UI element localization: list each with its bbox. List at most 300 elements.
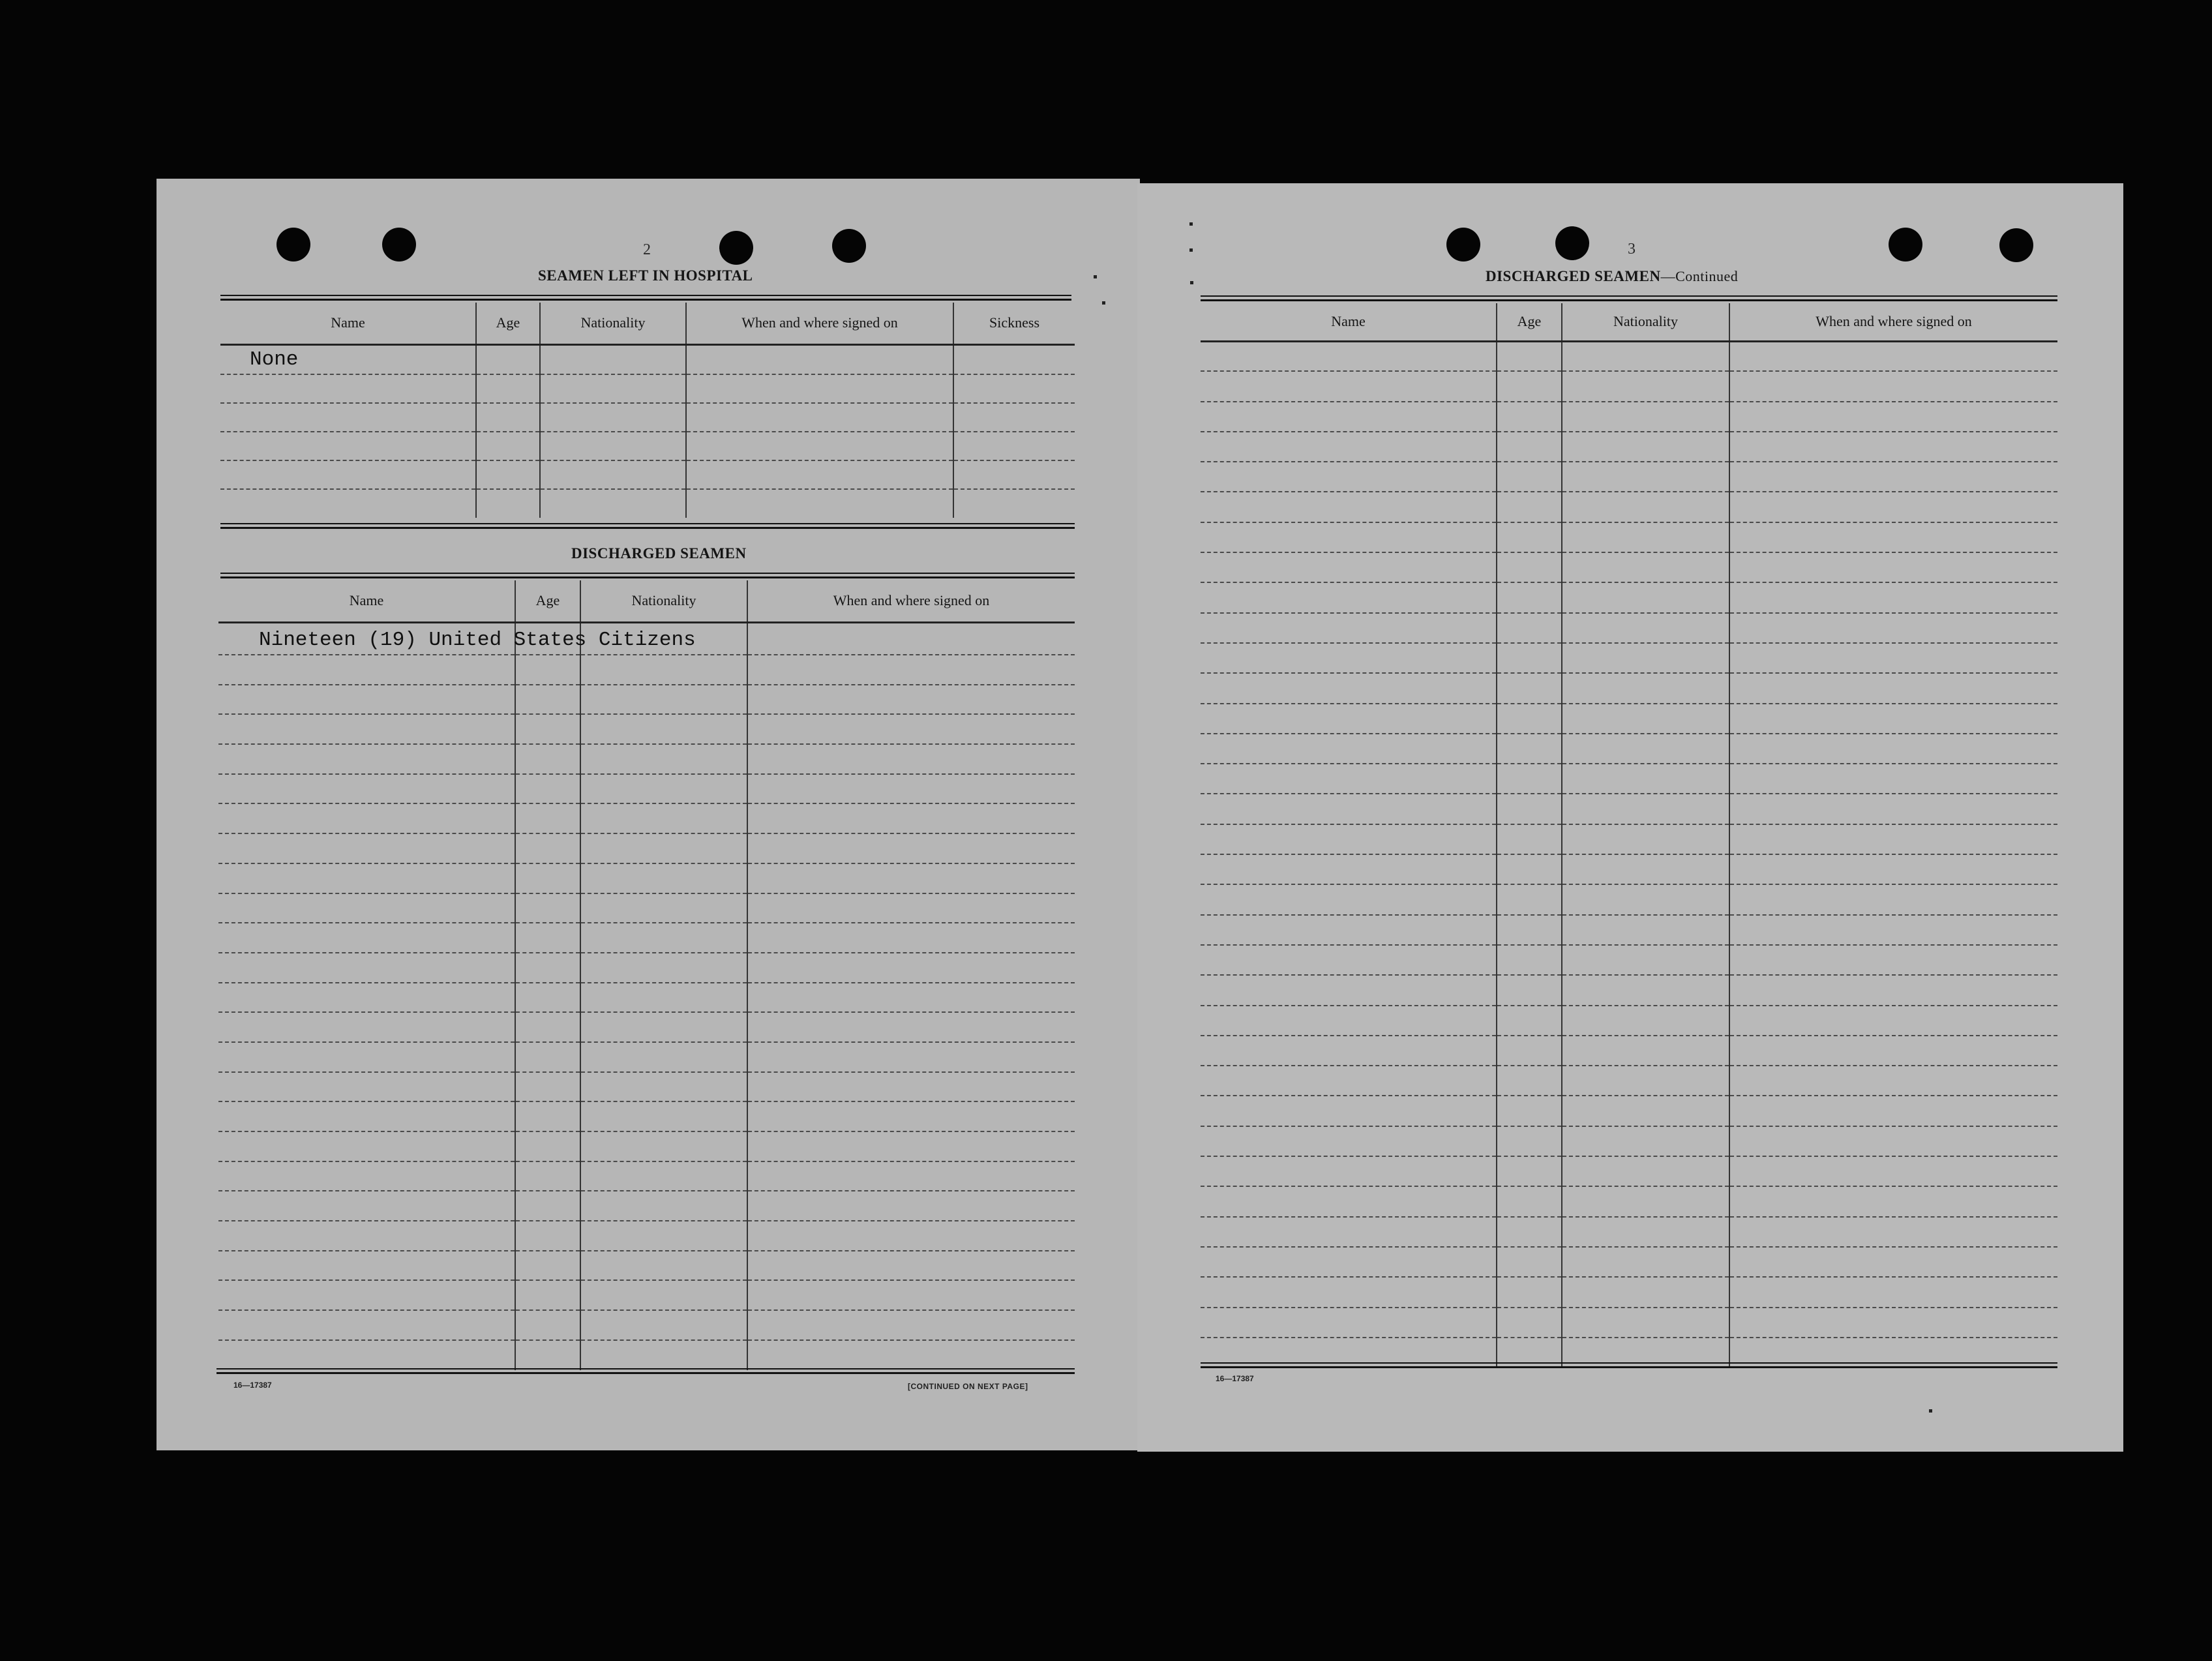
cell bbox=[1201, 854, 1497, 884]
cell bbox=[220, 403, 476, 432]
table-row bbox=[1201, 945, 2057, 975]
page-number: 3 bbox=[1628, 241, 1636, 258]
cell bbox=[1497, 371, 1562, 401]
table-row bbox=[1201, 341, 2057, 371]
cell bbox=[1201, 1156, 1497, 1186]
table-row bbox=[1201, 824, 2057, 854]
column-header: Nationality bbox=[1562, 303, 1729, 341]
cell bbox=[1729, 704, 2057, 734]
cell bbox=[1729, 341, 2057, 371]
hospital-bottom-rule bbox=[220, 523, 1075, 529]
cell bbox=[1729, 794, 2057, 824]
cell bbox=[1562, 673, 1729, 703]
table-row bbox=[218, 1251, 1075, 1281]
cell bbox=[747, 1042, 1075, 1072]
table-row bbox=[1201, 1006, 2057, 1036]
table-row bbox=[218, 1101, 1075, 1131]
speck bbox=[1189, 222, 1193, 226]
table-row bbox=[220, 344, 1075, 374]
cell bbox=[1562, 432, 1729, 462]
cell bbox=[1562, 1186, 1729, 1216]
cell bbox=[1497, 794, 1562, 824]
cell bbox=[1729, 945, 2057, 975]
cell bbox=[580, 714, 747, 744]
cell bbox=[1562, 552, 1729, 582]
cell bbox=[515, 1072, 580, 1102]
cell bbox=[218, 744, 515, 774]
cell bbox=[1201, 643, 1497, 673]
cell bbox=[580, 1072, 747, 1102]
cell bbox=[218, 685, 515, 715]
column-header: Name bbox=[1201, 303, 1497, 341]
cell bbox=[1729, 462, 2057, 492]
cell bbox=[1201, 794, 1497, 824]
cell bbox=[515, 1280, 580, 1310]
cell bbox=[747, 1251, 1075, 1281]
cell bbox=[1201, 492, 1497, 522]
cell bbox=[218, 1310, 515, 1340]
cell bbox=[218, 953, 515, 983]
cell bbox=[1729, 915, 2057, 945]
table-row bbox=[218, 1221, 1075, 1251]
cell bbox=[515, 833, 580, 863]
cell bbox=[1562, 522, 1729, 552]
cell bbox=[1201, 1066, 1497, 1096]
table-row bbox=[1201, 432, 2057, 462]
cell bbox=[1562, 1096, 1729, 1126]
table-row bbox=[1201, 1126, 2057, 1156]
cell bbox=[218, 655, 515, 685]
cell bbox=[218, 983, 515, 1013]
cell bbox=[580, 803, 747, 833]
table-row bbox=[1201, 673, 2057, 703]
cell bbox=[580, 1131, 747, 1161]
cell bbox=[1201, 1126, 1497, 1156]
cell bbox=[1729, 824, 2057, 854]
cell bbox=[1729, 673, 2057, 703]
cell bbox=[1562, 884, 1729, 914]
table-row bbox=[218, 714, 1075, 744]
cell bbox=[1201, 704, 1497, 734]
cell bbox=[515, 774, 580, 804]
cell bbox=[1562, 341, 1729, 371]
form-code: 16—17387 bbox=[233, 1381, 272, 1390]
cell bbox=[1729, 1308, 2057, 1338]
punch-hole bbox=[1555, 226, 1589, 260]
cell bbox=[580, 1340, 747, 1370]
cell bbox=[515, 983, 580, 1013]
cell bbox=[747, 1012, 1075, 1042]
cell bbox=[218, 923, 515, 953]
cell bbox=[1201, 613, 1497, 643]
punch-hole bbox=[382, 228, 416, 262]
cell bbox=[1729, 1066, 2057, 1096]
cell bbox=[1201, 1036, 1497, 1066]
cell bbox=[580, 1280, 747, 1310]
column-header: Nationality bbox=[540, 303, 686, 344]
cell bbox=[1201, 673, 1497, 703]
cell bbox=[1729, 854, 2057, 884]
cell bbox=[580, 1161, 747, 1191]
cell bbox=[1201, 824, 1497, 854]
cell bbox=[218, 863, 515, 893]
cell bbox=[1497, 613, 1562, 643]
discharged-bottom-rule bbox=[217, 1368, 1075, 1374]
hospital-section-title: SEAMEN LEFT IN HOSPITAL bbox=[538, 267, 753, 284]
cell bbox=[686, 432, 953, 460]
cell bbox=[1562, 945, 1729, 975]
cell bbox=[580, 953, 747, 983]
table-row bbox=[220, 403, 1075, 432]
table-row bbox=[218, 893, 1075, 923]
cell bbox=[747, 983, 1075, 1013]
cell bbox=[1729, 1096, 2057, 1126]
cell bbox=[580, 1191, 747, 1221]
cell bbox=[1201, 1186, 1497, 1216]
left-page bbox=[157, 179, 1140, 1450]
cell bbox=[1201, 945, 1497, 975]
cell bbox=[218, 714, 515, 744]
name-cell bbox=[220, 344, 476, 374]
cell bbox=[218, 1340, 515, 1370]
discharged-title-rule bbox=[220, 573, 1075, 578]
table-row bbox=[1201, 734, 2057, 764]
cell bbox=[686, 460, 953, 489]
speck bbox=[1190, 281, 1193, 284]
cell bbox=[1497, 1036, 1562, 1066]
cell bbox=[1729, 1126, 2057, 1156]
cell bbox=[747, 833, 1075, 863]
cell bbox=[1201, 522, 1497, 552]
table-row bbox=[220, 432, 1075, 460]
cell bbox=[1497, 764, 1562, 794]
cell bbox=[1497, 402, 1562, 432]
table-row bbox=[218, 774, 1075, 804]
cell bbox=[1497, 1217, 1562, 1247]
cell bbox=[1562, 613, 1729, 643]
cell bbox=[1729, 975, 2057, 1005]
cell bbox=[1562, 462, 1729, 492]
punch-hole bbox=[719, 231, 753, 265]
cell bbox=[1201, 371, 1497, 401]
table-row bbox=[218, 1161, 1075, 1191]
table-row bbox=[1201, 794, 2057, 824]
continued-note: [CONTINUED ON NEXT PAGE] bbox=[908, 1382, 1028, 1391]
cell bbox=[515, 1251, 580, 1281]
cell bbox=[747, 622, 1075, 655]
cell bbox=[476, 460, 540, 489]
hospital-table bbox=[220, 303, 1075, 518]
column-header: Name bbox=[220, 303, 476, 344]
cell bbox=[580, 863, 747, 893]
typed-entry: None bbox=[250, 348, 299, 371]
cell bbox=[540, 489, 686, 518]
cell bbox=[686, 489, 953, 518]
table-row bbox=[220, 489, 1075, 518]
cell bbox=[580, 655, 747, 685]
cell bbox=[953, 374, 1075, 403]
cell bbox=[218, 1042, 515, 1072]
cell bbox=[1562, 704, 1729, 734]
table-row bbox=[218, 1131, 1075, 1161]
table-row bbox=[1201, 552, 2057, 582]
cell bbox=[953, 489, 1075, 518]
cell bbox=[515, 1012, 580, 1042]
cell bbox=[1497, 492, 1562, 522]
cell bbox=[747, 803, 1075, 833]
punch-hole bbox=[1999, 228, 2033, 262]
cell bbox=[747, 1072, 1075, 1102]
cell bbox=[747, 714, 1075, 744]
cell bbox=[1562, 1308, 1729, 1338]
cell bbox=[1201, 432, 1497, 462]
cell bbox=[1562, 1156, 1729, 1186]
cell bbox=[218, 1012, 515, 1042]
cell bbox=[515, 1042, 580, 1072]
typed-entry: Nineteen (19) United States Citizens bbox=[259, 629, 696, 651]
column-header: Nationality bbox=[580, 580, 747, 622]
cell bbox=[540, 460, 686, 489]
discharged-continued-table bbox=[1201, 303, 2057, 1368]
cell bbox=[747, 1191, 1075, 1221]
cell bbox=[1729, 1277, 2057, 1307]
cell bbox=[476, 403, 540, 432]
cell bbox=[580, 685, 747, 715]
column-header: Age bbox=[476, 303, 540, 344]
cell bbox=[218, 774, 515, 804]
table-row bbox=[218, 1280, 1075, 1310]
cell bbox=[1201, 341, 1497, 371]
cell bbox=[1201, 975, 1497, 1005]
cell bbox=[747, 1131, 1075, 1161]
cell bbox=[1562, 1036, 1729, 1066]
table-row bbox=[1201, 1156, 2057, 1186]
cell bbox=[1729, 734, 2057, 764]
cell bbox=[1562, 854, 1729, 884]
cell bbox=[1497, 884, 1562, 914]
punch-hole bbox=[1446, 228, 1480, 262]
cell bbox=[1497, 734, 1562, 764]
cell bbox=[515, 714, 580, 744]
table-row bbox=[1201, 884, 2057, 914]
cell bbox=[580, 923, 747, 953]
table-row bbox=[1201, 764, 2057, 794]
table-row bbox=[220, 460, 1075, 489]
cell bbox=[1497, 462, 1562, 492]
table-row bbox=[1201, 915, 2057, 945]
cell bbox=[218, 833, 515, 863]
cell bbox=[1729, 1036, 2057, 1066]
cell bbox=[1201, 1308, 1497, 1338]
form-code: 16—17387 bbox=[1216, 1374, 1254, 1383]
table-row bbox=[218, 1191, 1075, 1221]
table-row bbox=[218, 1012, 1075, 1042]
cell bbox=[1497, 643, 1562, 673]
cell bbox=[1497, 1156, 1562, 1186]
cell bbox=[1201, 764, 1497, 794]
table-row bbox=[1201, 704, 2057, 734]
cell bbox=[1562, 764, 1729, 794]
cell bbox=[1562, 915, 1729, 945]
cell bbox=[1497, 1277, 1562, 1307]
cell bbox=[1562, 975, 1729, 1005]
cell bbox=[218, 893, 515, 923]
cell bbox=[515, 863, 580, 893]
discharged-table bbox=[218, 580, 1075, 1370]
speck bbox=[1094, 275, 1097, 278]
cell bbox=[1729, 371, 2057, 401]
punch-hole bbox=[832, 229, 866, 263]
table-row bbox=[1201, 975, 2057, 1005]
cell bbox=[580, 1042, 747, 1072]
title-suffix: —Continued bbox=[1660, 268, 1739, 284]
cell bbox=[1729, 402, 2057, 432]
cell bbox=[1497, 1096, 1562, 1126]
column-header: When and where signed on bbox=[747, 580, 1075, 622]
table-row bbox=[218, 953, 1075, 983]
table-row bbox=[218, 923, 1075, 953]
cell bbox=[218, 1191, 515, 1221]
cell bbox=[747, 1221, 1075, 1251]
punch-hole bbox=[1889, 228, 1922, 262]
cell bbox=[218, 1280, 515, 1310]
cell bbox=[1497, 1066, 1562, 1096]
cell bbox=[1729, 552, 2057, 582]
speck bbox=[1189, 248, 1193, 252]
table-row bbox=[1201, 1096, 2057, 1126]
cell bbox=[580, 744, 747, 774]
cell bbox=[1562, 794, 1729, 824]
cell bbox=[515, 655, 580, 685]
column-header: Sickness bbox=[953, 303, 1075, 344]
right-bottom-rule bbox=[1201, 1362, 2057, 1368]
cell bbox=[1497, 945, 1562, 975]
cell bbox=[580, 1221, 747, 1251]
cell bbox=[218, 1161, 515, 1191]
cell bbox=[1201, 1217, 1497, 1247]
cell bbox=[1201, 1247, 1497, 1277]
cell bbox=[747, 923, 1075, 953]
cell bbox=[1497, 522, 1562, 552]
hospital-title-rule bbox=[220, 295, 1071, 301]
cell bbox=[1729, 1006, 2057, 1036]
table-row bbox=[218, 833, 1075, 863]
cell bbox=[1201, 734, 1497, 764]
table-row bbox=[1201, 462, 2057, 492]
cell bbox=[1201, 462, 1497, 492]
cell bbox=[218, 1251, 515, 1281]
cell bbox=[515, 1310, 580, 1340]
column-header: When and where signed on bbox=[1729, 303, 2057, 341]
cell bbox=[1562, 492, 1729, 522]
cell bbox=[1729, 884, 2057, 914]
table-row bbox=[1201, 1247, 2057, 1277]
cell bbox=[515, 1131, 580, 1161]
name-cell bbox=[218, 622, 696, 655]
cell bbox=[218, 1101, 515, 1131]
cell bbox=[220, 460, 476, 489]
cell bbox=[1729, 522, 2057, 552]
table-row bbox=[218, 655, 1075, 685]
cell bbox=[686, 374, 953, 403]
cell bbox=[540, 432, 686, 460]
cell bbox=[1497, 975, 1562, 1005]
table-row bbox=[220, 374, 1075, 403]
cell bbox=[747, 1161, 1075, 1191]
title-text: DISCHARGED SEAMEN bbox=[1486, 268, 1661, 284]
cell bbox=[1562, 824, 1729, 854]
cell bbox=[515, 1101, 580, 1131]
cell bbox=[515, 1161, 580, 1191]
cell bbox=[580, 1251, 747, 1281]
cell bbox=[1497, 432, 1562, 462]
cell bbox=[218, 1131, 515, 1161]
table-row bbox=[1201, 582, 2057, 612]
cell bbox=[1497, 1308, 1562, 1338]
cell bbox=[1729, 1156, 2057, 1186]
cell bbox=[747, 1280, 1075, 1310]
cell bbox=[747, 863, 1075, 893]
cell bbox=[515, 953, 580, 983]
page-number: 2 bbox=[643, 241, 651, 258]
table-row bbox=[1201, 643, 2057, 673]
punch-hole bbox=[276, 228, 310, 262]
cell bbox=[1729, 1186, 2057, 1216]
cell bbox=[1562, 1006, 1729, 1036]
cell bbox=[747, 1101, 1075, 1131]
cell bbox=[1497, 673, 1562, 703]
cell bbox=[747, 744, 1075, 774]
cell bbox=[1497, 915, 1562, 945]
discharged-continued-title bbox=[1486, 268, 1738, 285]
table-row bbox=[218, 863, 1075, 893]
cell bbox=[747, 1340, 1075, 1370]
cell bbox=[580, 774, 747, 804]
table-row bbox=[1201, 1308, 2057, 1338]
cell bbox=[218, 1072, 515, 1102]
cell bbox=[515, 1191, 580, 1221]
cell bbox=[515, 893, 580, 923]
cell bbox=[476, 432, 540, 460]
table-row bbox=[218, 1072, 1075, 1102]
cell bbox=[953, 460, 1075, 489]
cell bbox=[1729, 1247, 2057, 1277]
table-row bbox=[1201, 1277, 2057, 1307]
cell bbox=[515, 744, 580, 774]
title-rule bbox=[1201, 295, 2057, 301]
cell bbox=[1729, 1217, 2057, 1247]
cell bbox=[580, 1310, 747, 1340]
cell bbox=[218, 1221, 515, 1251]
cell bbox=[1497, 582, 1562, 612]
cell bbox=[580, 1012, 747, 1042]
cell bbox=[747, 953, 1075, 983]
table-row bbox=[218, 803, 1075, 833]
cell bbox=[1562, 402, 1729, 432]
cell bbox=[953, 432, 1075, 460]
cell bbox=[747, 893, 1075, 923]
cell bbox=[1562, 1126, 1729, 1156]
cell bbox=[515, 1221, 580, 1251]
discharged-section-title: DISCHARGED SEAMEN bbox=[571, 545, 747, 561]
table-row bbox=[1201, 854, 2057, 884]
table-row bbox=[218, 1042, 1075, 1072]
column-header: Name bbox=[218, 580, 515, 622]
cell bbox=[1201, 1096, 1497, 1126]
cell bbox=[580, 833, 747, 863]
cell bbox=[1497, 704, 1562, 734]
cell bbox=[1201, 582, 1497, 612]
